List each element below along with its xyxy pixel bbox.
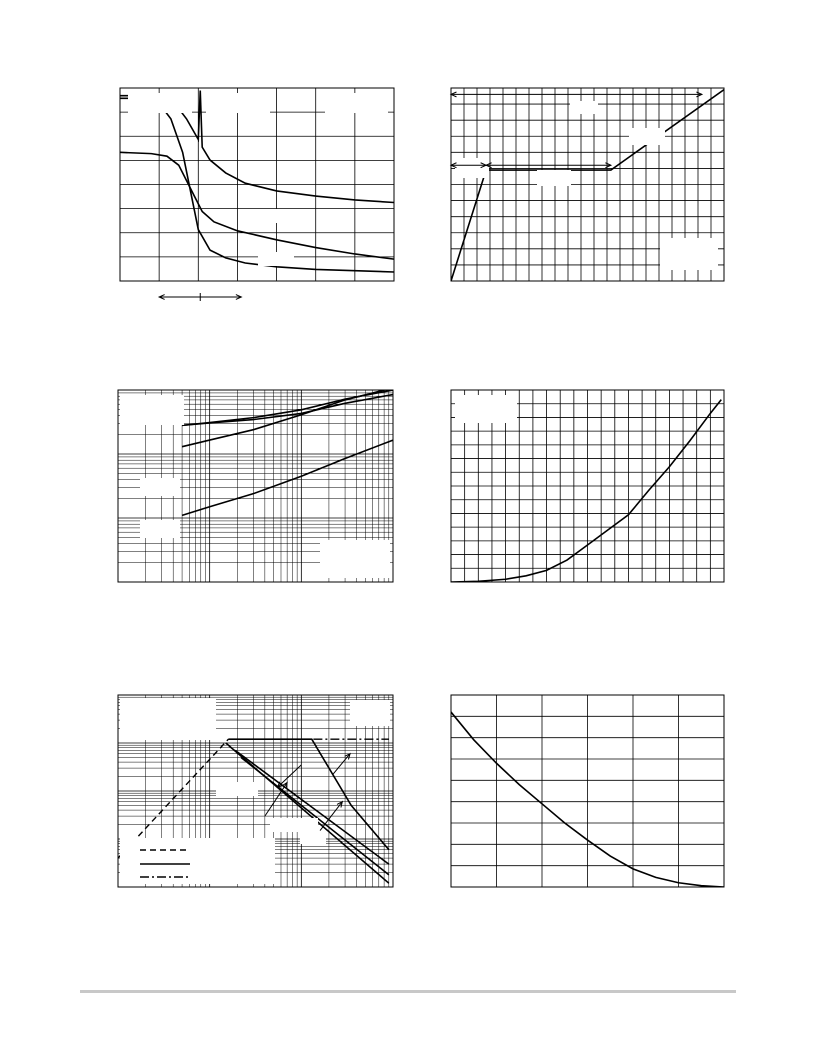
- legend-box: [537, 170, 571, 186]
- chart-2-panel: [451, 88, 724, 281]
- chart-5-panel: [118, 695, 393, 887]
- legend-box: [629, 128, 665, 145]
- legend-box: [300, 832, 326, 844]
- legend-box: [140, 478, 180, 496]
- legend-box: [325, 93, 388, 113]
- series-3-line: [120, 98, 394, 272]
- legend-box: [120, 698, 216, 740]
- legend-box: [216, 782, 258, 796]
- footer-divider: [80, 990, 736, 993]
- legend-box: [270, 818, 318, 832]
- legend-box: [206, 93, 270, 113]
- callout-arrow: [265, 783, 287, 817]
- legend-box: [570, 101, 598, 114]
- legend-box: [140, 520, 180, 538]
- series-3-line: [182, 395, 393, 426]
- legend-box: [258, 209, 294, 223]
- legend-box: [660, 238, 718, 270]
- legend-box: [320, 540, 390, 578]
- legend-box: [455, 395, 517, 423]
- legend-box: [258, 252, 294, 266]
- chart-6-panel: [451, 695, 724, 887]
- legend-box: [350, 700, 390, 726]
- callout-arrow: [333, 754, 350, 775]
- chart-4-panel: [451, 390, 724, 582]
- legend-box: [120, 395, 184, 425]
- chart-3-panel: [118, 388, 393, 582]
- chart-1-panel: [120, 88, 394, 301]
- series-2-line: [120, 152, 394, 259]
- legend-box: [128, 93, 192, 113]
- legend-box: [455, 158, 489, 178]
- series-4-line: [182, 440, 393, 515]
